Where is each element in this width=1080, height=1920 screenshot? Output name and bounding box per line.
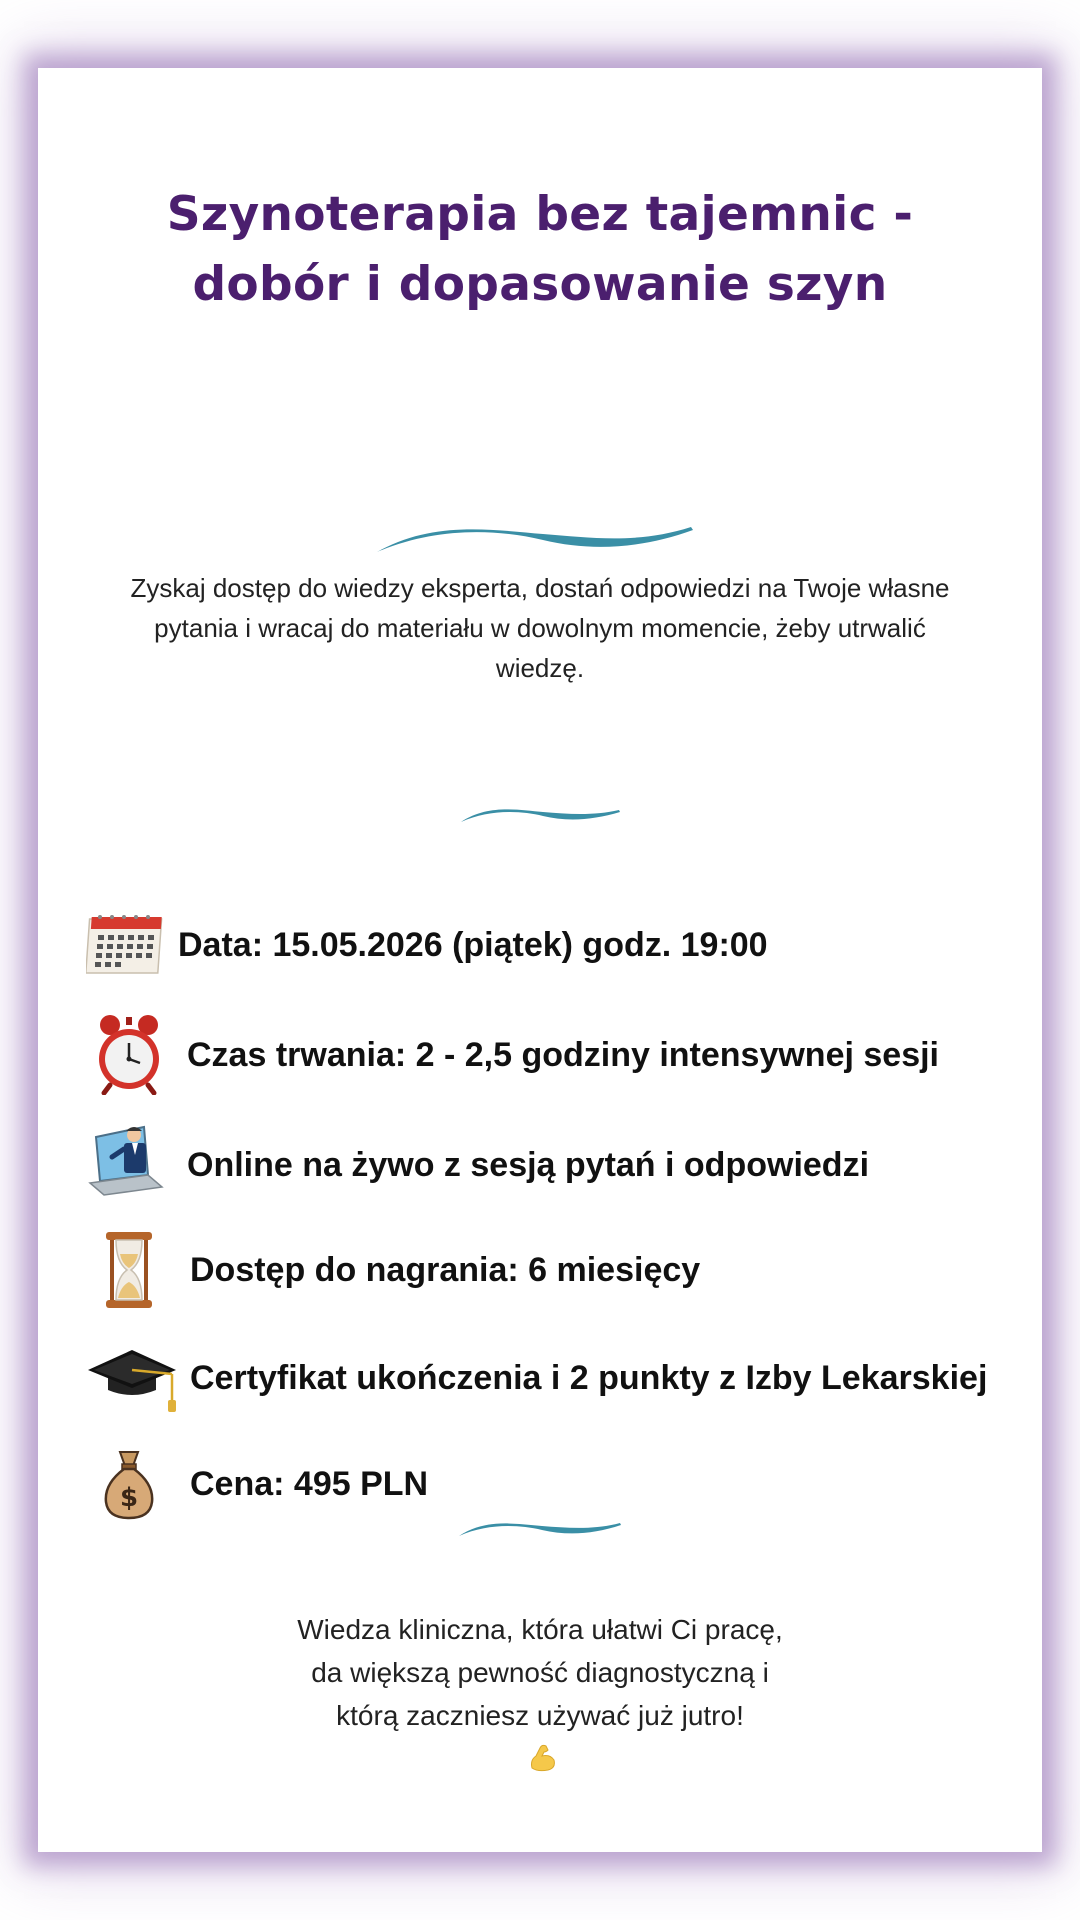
- page-title: [38, 180, 1042, 320]
- calendar-icon: [86, 913, 166, 975]
- intro-text: Zyskaj dostęp do wiedzy eksperta, dostań odpowiedzi na Twoje własne pytania i wracaj do materiału w dowolnym momencie, żeby utrwalić wiedzę.: [130, 573, 950, 683]
- wave-divider-bottom: [456, 1518, 624, 1542]
- detail-date-text: Data: 15.05.2026 (piątek) godz. 19:00: [178, 926, 768, 964]
- detail-online-text: Online na żywo z sesją pytań i odpowiedzi: [187, 1146, 870, 1184]
- money-bag-icon: [100, 1446, 158, 1520]
- laptop-presenter-icon: [86, 1123, 166, 1199]
- detail-price-text: Cena: 495 PLN: [190, 1465, 429, 1503]
- flyer-card: [38, 68, 1042, 1852]
- alarm-clock-icon: [96, 1013, 162, 1095]
- wave-divider-middle: [458, 804, 623, 828]
- closing-line-3: [138, 1694, 942, 1780]
- title-line-2: dobór i dopasowanie szyn: [192, 257, 888, 312]
- title-line-1: Szynoterapia bez tajemnic -: [166, 187, 914, 242]
- closing-line-3-text: którą zaczniesz używać już jutro!: [336, 1700, 744, 1731]
- closing-line-2: da większą pewność diagnostyczną i: [311, 1657, 769, 1688]
- graduation-cap-icon: [86, 1344, 178, 1414]
- hourglass-icon: [104, 1230, 154, 1310]
- flexed-biceps-icon: [526, 1742, 558, 1774]
- closing-line-1: Wiedza kliniczna, która ułatwi Ci pracę,: [297, 1614, 783, 1645]
- detail-duration-text: Czas trwania: 2 - 2,5 godziny intensywnej sesji: [187, 1036, 940, 1074]
- wave-divider-top: [373, 520, 698, 560]
- closing-text: [138, 1608, 942, 1780]
- svg-text:$: $: [119, 1483, 139, 1513]
- detail-recording-text: Dostęp do nagrania: 6 miesięcy: [190, 1251, 701, 1289]
- detail-certificate-text: Certyfikat ukończenia i 2 punkty z Izby Lekarskiej: [190, 1359, 988, 1397]
